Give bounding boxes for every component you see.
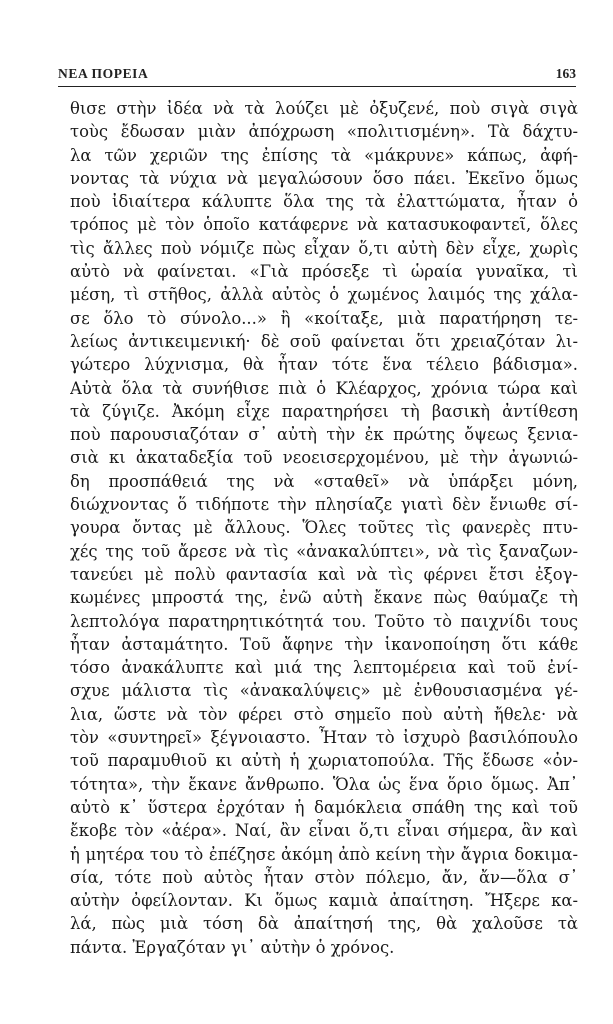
- text-line: δη προσπάθειά της νὰ «σταθεῖ» νὰ ὑπάρξει μόνη,: [70, 471, 578, 491]
- text-line: αὐτὸ νὰ φαίνεται. «Γιὰ πρόσεξε τὶ ὡραία γυναῖκα, τὶ: [70, 262, 578, 282]
- text-line: λείως ἀντικειμενική· δὲ σοῦ φαίνεται ὅτι χρειαζόταν λι-: [70, 331, 578, 351]
- text-line: λια, ὥστε νὰ τὸν φέρει στὸ σημεῖο ποὺ αὐτὴ ἤθελε· νὰ: [70, 704, 578, 724]
- text-line: ποὺ ἰδιαίτερα κάλυπτε ὅλα της τὰ ἐλαττώματα, ἦταν ὁ: [70, 192, 578, 212]
- text-line: μέση, τὶ στῆθος, ἀλλὰ αὐτὸς ὁ χωμένος λαιμός της χάλα-: [70, 285, 578, 305]
- text-line: κωμένες μπροστά της, ἐνῶ αὐτὴ ἔκανε πὼς θαύμαζε τὴ: [70, 588, 578, 608]
- text-line: γουρα ὄντας μὲ ἄλλους. Ὅλες τοῦτες τὶς φανερὲς πτυ-: [70, 518, 578, 538]
- text-line: τότητα», τὴν ἔκανε ἄνθρωπο. Ὅλα ὡς ἕνα ὅριο ὅμως. Ἀπ᾽: [70, 774, 578, 794]
- text-line: σιὰ κι ἀκαταδεξία τοῦ νεοεισερχομένου, μὲ τὴν ἀγωνιώ-: [70, 448, 578, 468]
- text-line: ποὺ παρουσιαζόταν σ᾽ αὐτὴ τὴν ἐκ πρώτης ὄψεως ξενια-: [70, 425, 578, 445]
- text-line: διώχνοντας ὅ τιδήποτε τὴν πλησίαζε γιατὶ δὲν ἔνιωθε σί-: [70, 495, 578, 515]
- text-line: ἡ μητέρα του τὸ ἐπέζησε ἀκόμη ἀπὸ κείνη τὴν ἄγρια δοκιμα-: [70, 844, 578, 864]
- page-number: 163: [555, 66, 576, 81]
- running-header: [58, 64, 576, 87]
- text-line: τὶς ἄλλες ποὺ νόμιζε πὼς εἶχαν ὅ,τι αὐτὴ δὲν εἶχε, χωρὶς: [70, 238, 578, 258]
- text-line: τανεύει μὲ πολὺ φαντασία καὶ νὰ τὶς φέρνει ἔτσι ἐξογ-: [70, 564, 578, 584]
- text-line: αὐτὸ κ᾽ ὕστερα ἐρχόταν ἡ δαμόκλεια σπάθη της καὶ τοῦ: [70, 797, 578, 817]
- text-line: λά, πὼς μιὰ τόση δὰ ἀπαίτησή της, θὰ χαλοῦσε τὰ: [70, 914, 578, 934]
- text-line: τόσο ἀνακάλυπτε καὶ μιά της λεπτομέρεια καὶ τοῦ ἐνί-: [70, 658, 578, 678]
- text-line: νοντας τὰ νύχια νὰ μεγαλώσουν ὅσο πάει. Ἐκεῖνο ὅμως: [70, 168, 578, 188]
- text-line: ἔκοβε τὸν «ἀέρα». Ναί, ἂν εἶναι ὅ,τι εἶναι σήμερα, ἂν καὶ: [70, 821, 578, 841]
- text-line: ἦταν ἀσταμάτητο. Τοῦ ἄφηνε τὴν ἱκανοποίηση ὅτι κάθε: [70, 634, 578, 654]
- text-line: πάντα. Ἐργαζόταν γι᾽ αὐτὴν ὁ χρόνος.: [70, 937, 395, 957]
- text-line: γώτερο λύχνισμα, θὰ ἦταν τότε ἕνα τέλειο βάδισμα».: [70, 355, 578, 375]
- text-line: χές της τοῦ ἄρεσε νὰ τὶς «ἀνακαλύπτει», νὰ τὶς ξαναζων-: [70, 541, 578, 561]
- text-line: αὐτὴν ὀφείλονταν. Κι ὅμως καμιὰ ἀπαίτηση. Ἤξερε κα-: [70, 891, 578, 911]
- text-line: τρόπος μὲ τὸν ὁποῖο κατάφερνε νὰ κατασυκοφαντεῖ, ὅλες: [70, 215, 578, 235]
- journal-title: ΝΕΑ ΠΟΡΕΙΑ: [58, 66, 149, 81]
- text-line: τοῦ παραμυθιοῦ κι αὐτὴ ἡ χωριατοπούλα. Τῆς ἔδωσε «ὀν-: [70, 751, 578, 771]
- body-text: [70, 97, 578, 959]
- text-line: σία, τότε ποὺ αὐτὸς ἦταν στὸν πόλεμο, ἄν, ἄν—ὅλα σ᾽: [70, 867, 578, 887]
- text-line: λεπτολόγα παρατηρητικότητά του. Τοῦτο τὸ παιχνίδι τους: [70, 611, 578, 631]
- text-line: λα τῶν χεριῶν της ἐπίσης τὰ «μάκρυνε» κάπως, ἀφή-: [70, 145, 578, 165]
- text-line: θισε στὴν ἰδέα νὰ τὰ λούζει μὲ ὀξυζενέ, ποὺ σιγὰ σιγὰ: [70, 99, 578, 118]
- text-line: τοὺς ἔδωσαν μιὰν ἀπόχρωση «πολιτισμένη». Τὰ δάχτυ-: [70, 122, 578, 142]
- text-line: σε ὅλο τὸ σύνολο...» ἢ «κοίταξε, μιὰ παρατήρηση τε-: [70, 308, 578, 328]
- text-line: σχυε μάλιστα τὶς «ἀνακαλύψεις» μὲ ἐνθουσιασμένα γέ-: [70, 681, 578, 701]
- text-line: τὰ ζύγιζε. Ἀκόμη εἶχε παρατηρήσει τὴ βασικὴ ἀντίθεση: [70, 401, 578, 421]
- text-line: Αὐτὰ ὅλα τὰ συνήθισε πιὰ ὁ Κλέαρχος, χρόνια τώρα καὶ: [70, 378, 578, 398]
- text-line: τὸν «συντηρεῖ» ξέγνοιαστο. Ἦταν τὸ ἰσχυρὸ βασιλόπουλο: [70, 728, 578, 748]
